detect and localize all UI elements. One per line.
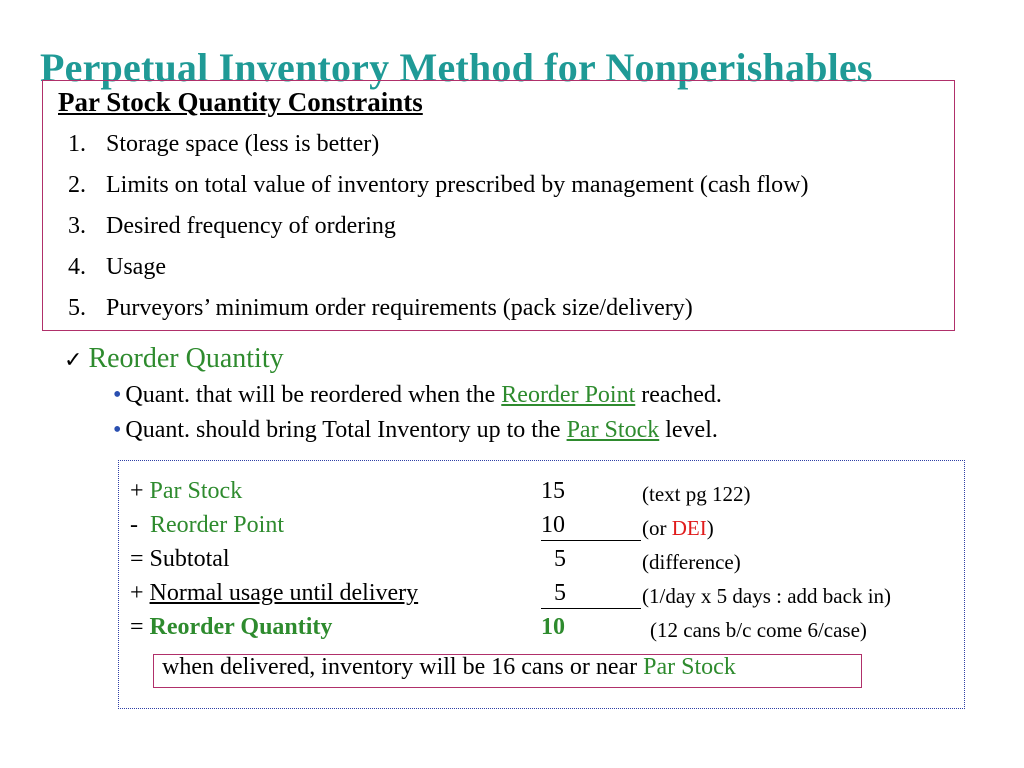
- reorder-point-link[interactable]: Reorder Point: [501, 382, 636, 408]
- calc-value: 10: [541, 614, 565, 640]
- calc-value: 15: [541, 478, 565, 504]
- checkmark-icon: ✓: [64, 348, 83, 373]
- calc-row-par-stock: + Par Stock: [130, 478, 243, 504]
- calc-note: (or DEI): [642, 516, 714, 540]
- calc-row-normal-usage: + Normal usage until delivery: [130, 580, 419, 606]
- calc-value: 5: [554, 580, 566, 606]
- calc-row-subtotal: = Subtotal: [130, 546, 230, 572]
- calc-note: (text pg 122): [642, 482, 751, 506]
- list-item: 4. Usage: [68, 254, 166, 280]
- calc-note: (12 cans b/c come 6/case): [650, 618, 867, 642]
- list-item: 1. Storage space (less is better): [68, 131, 380, 157]
- calc-value: 5: [554, 546, 566, 572]
- reorder-bullet-1: • Quant. that will be reordered when the Reorder Point reached.: [113, 382, 722, 408]
- reorder-heading: ✓ Reorder Quantity: [64, 343, 284, 374]
- page-title: Perpetual Inventory Method for Nonperishables: [40, 45, 873, 90]
- calc-row-reorder-point: - Reorder Point: [130, 512, 284, 538]
- underline-rule: [541, 608, 641, 609]
- bullet-icon: •: [113, 382, 122, 408]
- delivered-note: when delivered, inventory will be 16 cans or near Par Stock: [162, 654, 736, 680]
- calc-value: 10: [541, 512, 565, 538]
- constraints-list: [68, 126, 808, 331]
- par-stock-link[interactable]: Par Stock: [566, 417, 660, 443]
- constraints-heading: Par Stock Quantity Constraints: [58, 87, 423, 117]
- bullet-icon: •: [113, 417, 122, 443]
- list-item: 2. Limits on total value of inventory prescribed by management (cash flow): [68, 172, 809, 198]
- reorder-bullet-2: • Quant. should bring Total Inventory up to the Par Stock level.: [113, 417, 718, 443]
- underline-rule: [541, 540, 641, 541]
- calc-note: (1/day x 5 days : add back in): [642, 584, 892, 608]
- calc-row-reorder-quantity: = Reorder Quantity: [130, 614, 333, 640]
- list-item: 3. Desired frequency of ordering: [68, 213, 396, 239]
- calc-note: (difference): [642, 550, 741, 574]
- list-item: 5. Purveyors’ minimum order requirements (pack size/delivery): [68, 295, 693, 321]
